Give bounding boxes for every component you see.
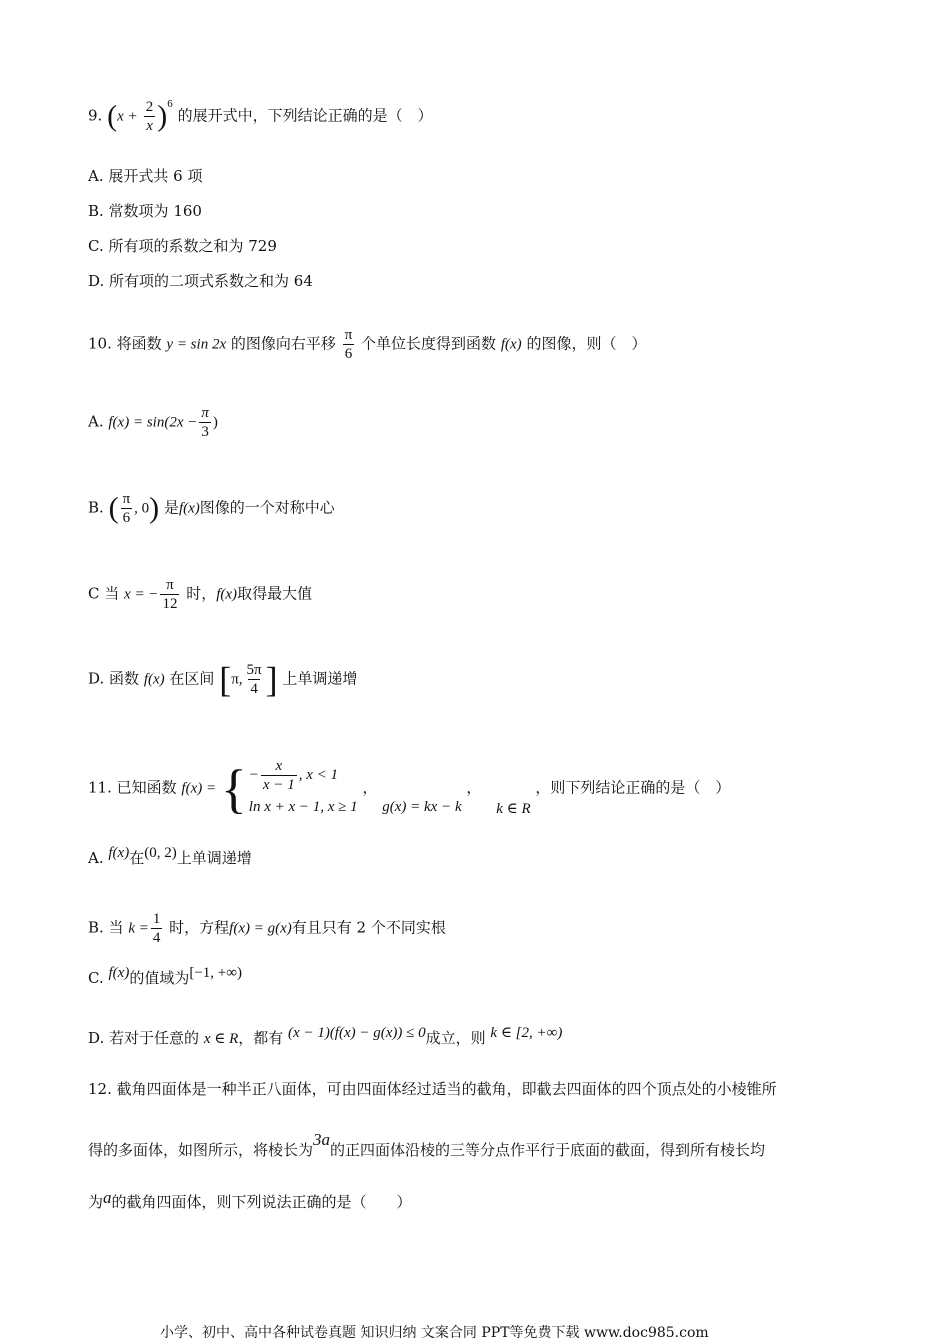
page-footer: 小学、初中、高中各种试卷真题 知识归纳 文案合同 PPT等免费下载 www.doc985.com [160,1325,709,1341]
q11-option-d: D. 若对于任意的 x ∈ R，都有 (x − 1)(f(x) − g(x)) ≤ 0成立，则 k ∈ [2, +∞) [88,1025,563,1047]
q11-stem: 11. 已知函数 f(x) = { − $\frac{x}{x - 1}$ , x < 1 ln x + x − 1, x ≥ 1 ， g(x) = kx − k ， k ∈ R ，则下列结论正确的是（ ） [88,758,731,819]
q10-stem: 10. 将函数 y = sin 2x 的图像向右平移 $\frac{\pi}{6}$ 个单位长度得到函数 f(x) 的图像，则（ ） [88,327,647,362]
q10-option-a: A. f(x) = sin(2x − $\frac{\pi}{3}$ ) [88,405,218,440]
q11-piecewise: { − $\frac{x}{x - 1}$ , x < 1 ln x + x − 1, x ≥ 1 [220,758,358,819]
q10-option-b: B. ( $\frac{\pi}{6}$ , 0) 是f(x)图像的一个对称中心 [88,491,335,526]
q11-option-b: B. 当 k = $\frac{1}{4}$ 时，方程f(x) = g(x)有且只有 2 个不同实根 [88,911,446,946]
q9-text: 的展开式中，下列结论正确的是（ ） [177,106,433,125]
q12-line-3: 为a的截角四面体，则下列说法正确的是（ ） [88,1188,412,1211]
q9-option-d: D. 所有项的二项式系数之和为 64 [88,272,313,290]
q9-option-c: C. 所有项的系数之和为 729 [88,237,277,255]
q12-line-2: 得的多面体，如图所示，将棱长为3a的正四面体沿棱的三等分点作平行于底面的截面，得到所有棱长均 [88,1130,766,1159]
q11-option-c: C. f(x)的值域为[−1, +∞) [88,965,242,987]
q10-func: y = sin 2x [166,336,227,353]
q9-exponent: 6 [167,97,173,110]
q10-shift: $\frac{\pi}{6}$ [344,327,353,362]
q10-option-c: C 当 x = − $\frac{\pi}{12}$ 时，f(x)取得最大值 [88,577,313,612]
q11-option-a: A. f(x)在(0, 2)上单调递增 [88,845,252,867]
q9-fraction: $\frac{2}{x}$ [145,99,154,134]
q9-stem: 9. (x + $\frac{2}{x}$ )$^6$ 的展开式中，下列结论正确的是（ ） [88,97,433,134]
q9-option-a: A. 展开式共 6 项 [88,167,203,185]
q12-line-1: 12. 截角四面体是一种半正八面体，可由四面体经过适当的截角，即截去四面体的四个顶点处的小棱锥所 [88,1080,777,1098]
q9-number: 9. [88,106,103,125]
q10-option-d: D. 函数 f(x) 在区间 [π, $\frac{5\pi}{4}$ ] 上单调递增 [88,659,358,700]
q9-option-b: B. 常数项为 160 [88,202,202,220]
